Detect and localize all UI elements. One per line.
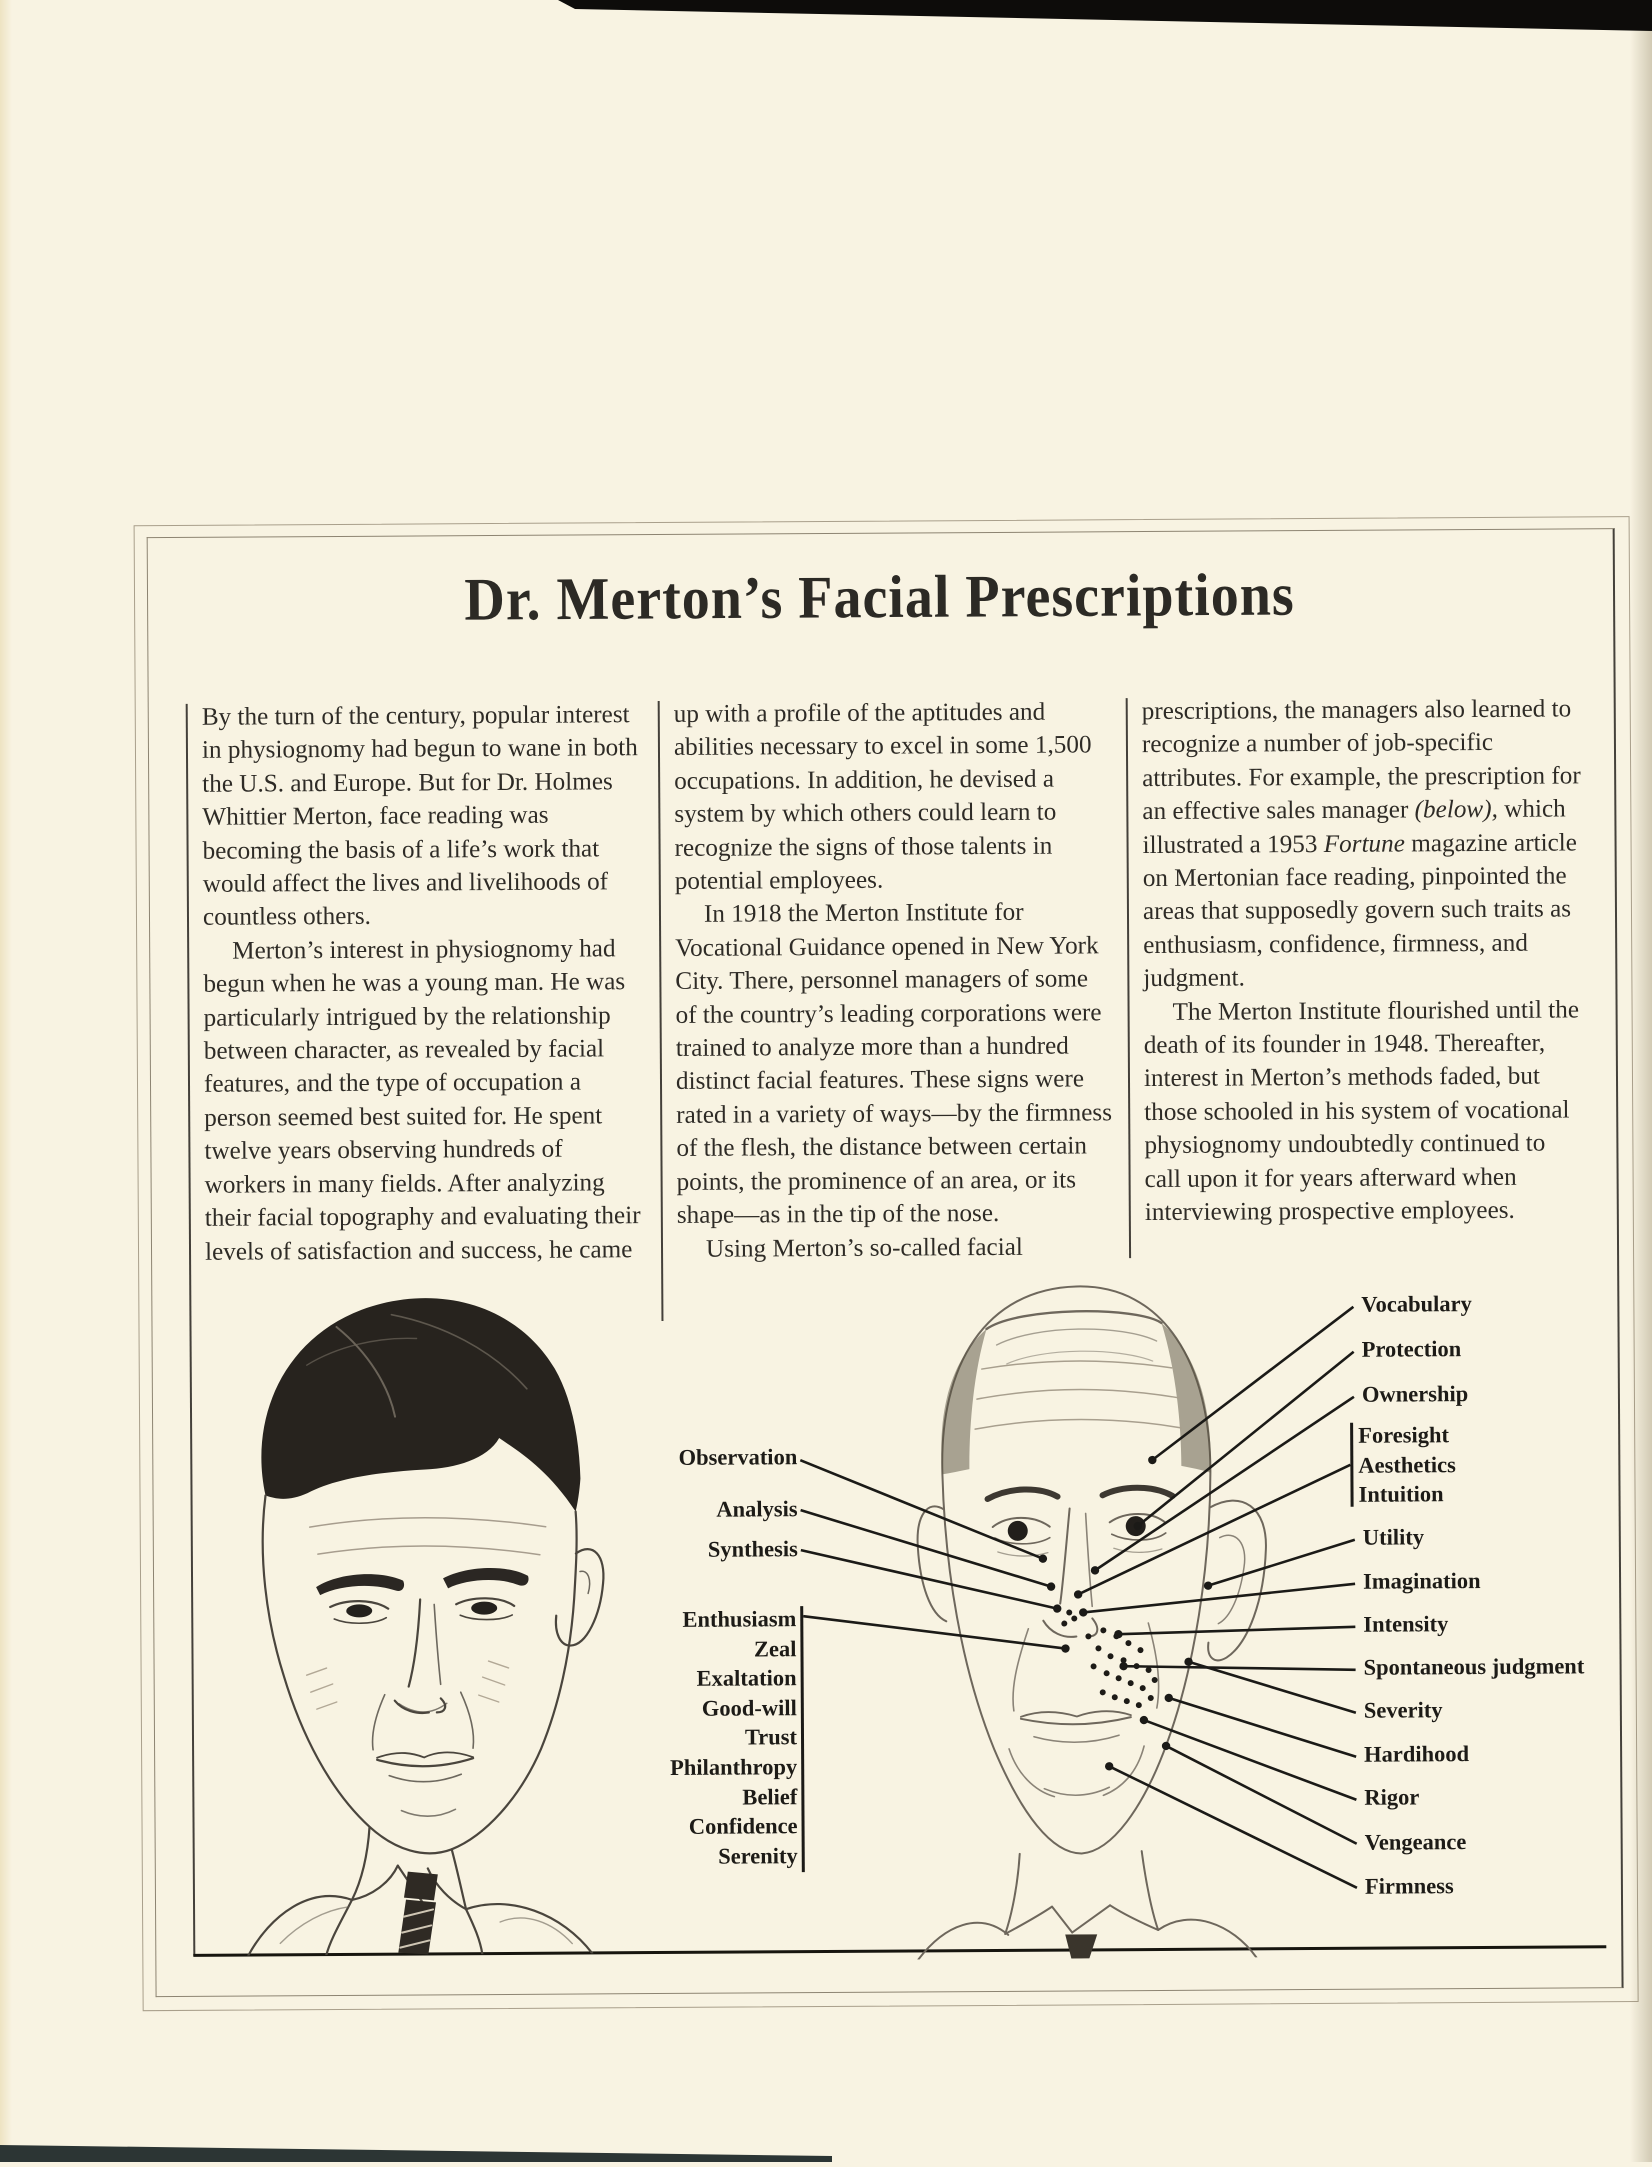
paragraph (674, 695, 1113, 898)
diagram-left-labels (0, 0, 1645, 5)
diagram-label: Philanthropy (669, 1754, 798, 1780)
diagram-right-label-group (1358, 1419, 1589, 1509)
text-run: In 1918 the Merton Institute for Vocational Guidance opened in New York City. There, personnel managers of some of the country’s leading corporations were trained to analyze more than a hundred distinct facial features. These signs were rated in a variety of ways—by the firmness of the flesh, the distance between certain points, the prominence of an area, or its shape—as in the tip of the nose. (675, 899, 1113, 1230)
portrait-mouth (377, 1752, 473, 1758)
diagram-left-ear (917, 1506, 946, 1621)
text-column-2 (674, 695, 1115, 1266)
paragraph (202, 698, 639, 935)
diagram-right-labels-lower (0, 0, 1645, 5)
page-curl-shadow (1630, 0, 1652, 2162)
diagram-left-label-group (578, 1604, 798, 1872)
text-run: up with a profile of the aptitudes and abilities necessary to excel in some 1,500 occupations. In addition, he devised a system by which others could learn to recognize the signs of those talents in potential employees. (673, 698, 1092, 895)
portrait-right-eye (471, 1602, 497, 1615)
paragraph (1142, 692, 1584, 995)
portrait-tie-knot (404, 1871, 438, 1900)
face-diagram-illustration (856, 1267, 1310, 1960)
diagram-label: Utility (1362, 1524, 1425, 1550)
text-run: Fortune (1323, 830, 1405, 858)
diagram-label: Enthusiasm (682, 1606, 797, 1632)
diagram-right-ear (1207, 1500, 1266, 1660)
portrait-left-brow (316, 1574, 404, 1595)
diagram-label: Intensity (1363, 1611, 1449, 1637)
diagram-label: Observation (678, 1444, 798, 1470)
diagram-label: Imagination (1362, 1568, 1481, 1594)
diagram-label: Intuition (1358, 1481, 1444, 1507)
diagram-label: Firmness (1364, 1873, 1454, 1899)
diagram-left-eye (1008, 1521, 1028, 1541)
diagram-label: Serenity (718, 1842, 798, 1869)
text-run: By the turn of the century, popular interest in physiognomy had begun to wane in both the U.S. and Europe. But for Dr. Holmes Whittier Merton, face reading was becoming the basis of a life’s work that would affect the lives and livelihoods of countless others. (201, 701, 638, 932)
diagram-label: Trust (744, 1724, 798, 1750)
diagram-label: Protection (1361, 1336, 1462, 1362)
diagram-label: Analysis (716, 1496, 798, 1522)
diagram-label: Hardihood (1364, 1741, 1470, 1767)
portrait-right-brow (443, 1568, 529, 1589)
text-run: Merton’s interest in physiognomy had begun when he was a young man. He was particularly intrigued by the relationship between character, as revealed by facial features, and the type of occupation a person seemed best suited for. He spent twelve years observing hundreds of workers in many fields. After analyzing their facial topography and evaluating their levels of satisfaction and success, he came (203, 935, 641, 1266)
diagram-stipple-region (1061, 1609, 1158, 1709)
diagram-label: Good-will (701, 1694, 797, 1721)
diagram-shoulders (918, 1923, 1008, 1960)
diagram-label: Synthesis (707, 1536, 798, 1562)
text-run: magazine article on Mertonian face reading, pinpointed the areas that supposedly govern such traits as enthusiasm, confidence, firmness, and judgment. (1142, 829, 1577, 993)
diagram-label: Ownership (1361, 1381, 1469, 1407)
diagram-label: Belief (742, 1783, 798, 1810)
portrait-left-eye (346, 1604, 372, 1617)
text-run: (below), (1414, 796, 1498, 824)
portrait-nose (408, 1599, 421, 1686)
paragraph (675, 896, 1115, 1233)
text-column-1 (202, 698, 641, 1269)
diagram-label: Confidence (688, 1813, 798, 1840)
diagram-label: Zeal (753, 1635, 797, 1662)
diagram-right-eye (1126, 1516, 1146, 1536)
diagram-label: Aesthetics (1358, 1451, 1456, 1478)
paragraph (203, 932, 641, 1269)
diagram-label: Vocabulary (1361, 1291, 1472, 1317)
diagram-label: Severity (1363, 1697, 1443, 1723)
page-title: Dr. Merton’s Facial Prescriptions (464, 561, 1295, 634)
diagram-label: Vengeance (1364, 1829, 1467, 1855)
paragraph (677, 1230, 1115, 1266)
diagram-label: Spontaneous judgment (1363, 1653, 1585, 1680)
text-run: prescriptions, the managers also learned to recognize a number of job-specific attributes. For example, the prescription for an effective sales manager (1141, 695, 1581, 826)
page-left-edge-tint (0, 0, 12, 2162)
diagram-head (941, 1286, 1213, 1855)
diagram-mouth (1021, 1711, 1131, 1717)
portrait-hair (260, 1297, 580, 1513)
diagram-label: Foresight (1358, 1422, 1450, 1448)
diagram-nose (1060, 1509, 1071, 1604)
diagram-label: Exaltation (696, 1665, 797, 1691)
text-run: The Merton Institute flourished until the death of its founder in 1948. Thereafter, interest in Merton’s methods faded, but those schooled in his system of vocational physiognomy undoubtedly continued to call upon it for years afterward when interviewing prospective employees. (1143, 996, 1580, 1227)
paragraph (1143, 993, 1584, 1230)
diagram-tie-knot (1065, 1934, 1097, 1958)
diagram-label: Rigor (1364, 1784, 1420, 1810)
text-run: Using Merton’s so-called facial (705, 1233, 1023, 1263)
diagram-right-labels-upper (0, 0, 1645, 5)
text-column-3 (1142, 692, 1585, 1229)
text-run: which illustrated a 1953 (1142, 795, 1566, 859)
right-label-bracket (1350, 1423, 1353, 1507)
